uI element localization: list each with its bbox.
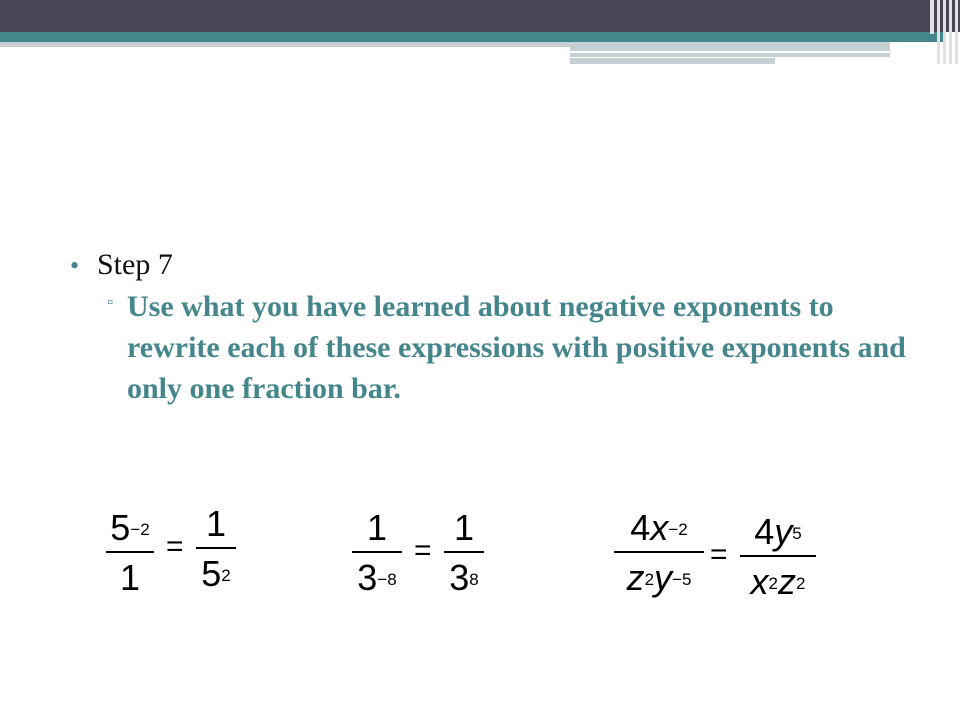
fraction-lhs: 1 $3^{-8}$ [352,508,402,598]
header-stripe [943,0,946,64]
fraction-rhs: 1 $3^8$ [444,508,484,598]
header-stripe [937,0,940,64]
header-light-bar [570,58,775,64]
header-dark-bar [0,0,960,32]
equals-sign: = [166,530,184,563]
equals-sign: = [414,534,432,567]
fraction-lhs: $5^{-2}$ 1 [106,508,154,598]
fraction-rhs: 1 $5^2$ [196,504,236,594]
header-light-bar [0,42,570,47]
header-stripe [955,0,958,64]
sub-bullet-icon: ▫ [107,294,113,311]
equals-sign: = [710,538,728,571]
header-teal-bar [0,32,945,42]
fraction-rhs: $4y^5$ $x^2z^2$ [740,512,816,602]
header-light-bar [570,53,890,57]
fraction-lhs: $4x^{-2}$ $z^2y^{-5}$ [614,508,704,598]
header-stripe [949,0,952,64]
slide-content [70,248,930,409]
heading-bullet-line [70,248,930,282]
instruction-bullet-line [70,286,930,409]
bullet-icon: • [70,251,80,280]
step-heading: Step 7 [97,248,173,281]
instruction-text: Use what you have learned about negative exponents to rewrite each of these expressions with positive exponents and only one fraction bar. [127,290,906,405]
header-stripe [930,0,934,34]
header-light-bar [570,42,890,51]
